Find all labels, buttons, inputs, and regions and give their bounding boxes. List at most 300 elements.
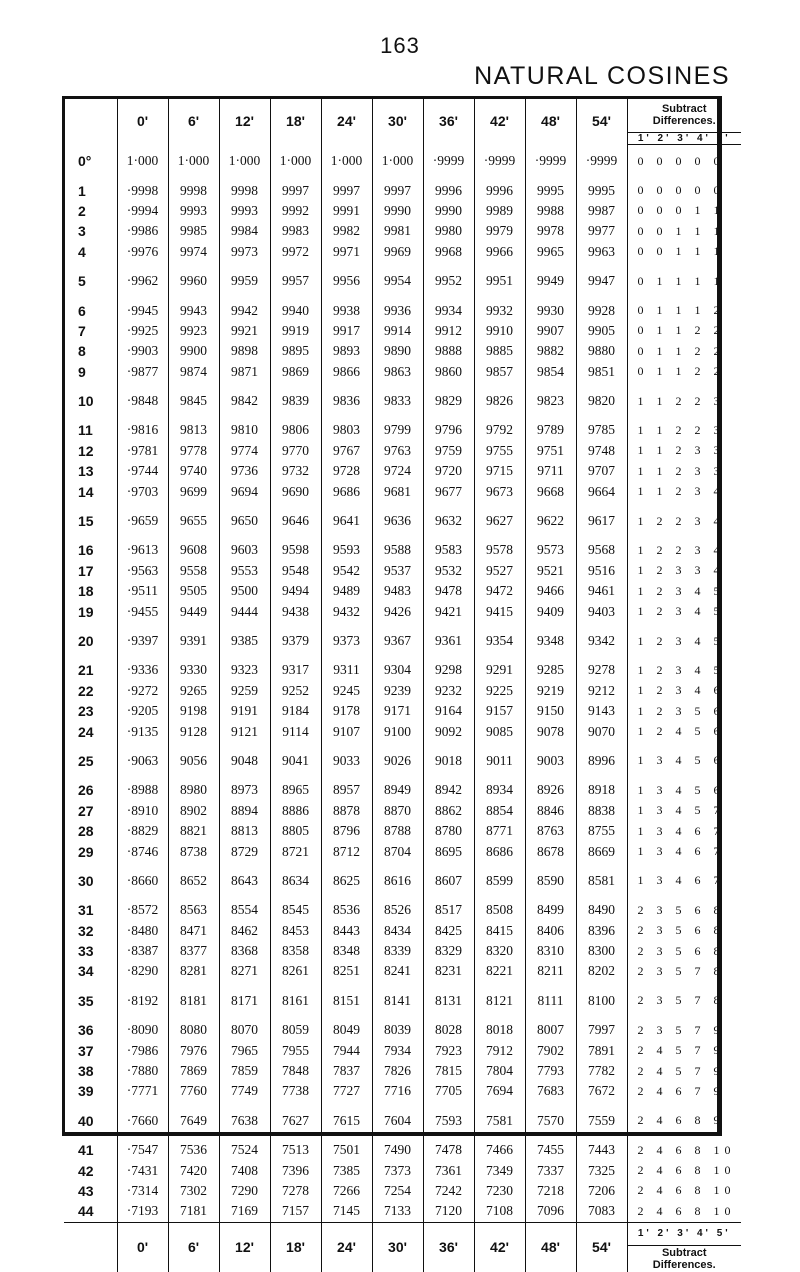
cosine-value-cell: 7581 <box>474 1102 525 1131</box>
cosine-value-cell: 9914 <box>372 321 423 341</box>
cosine-value-cell: 8049 <box>321 1011 372 1040</box>
cosine-value-cell: 8453 <box>270 921 321 941</box>
cosine-value-cell: 9882 <box>525 341 576 361</box>
cosine-value-cell: 8443 <box>321 921 372 941</box>
cosine-value-cell: 9121 <box>219 721 270 741</box>
cosine-value-cell: 9995 <box>576 171 627 200</box>
cosine-value-cell: 9990 <box>372 201 423 221</box>
cosine-value-cell: 8517 <box>423 891 474 920</box>
cosine-value-cell: ·7193 <box>117 1201 168 1222</box>
cosine-value-cell: 9588 <box>372 531 423 560</box>
minute-header: 30' <box>372 98 423 145</box>
table-row <box>64 821 741 841</box>
cosine-value-cell: 9707 <box>576 461 627 481</box>
difference-cell: 1 2 2 3 4 <box>637 542 725 557</box>
cosine-value-cell: 8028 <box>423 1011 474 1040</box>
cosine-value-cell: 8738 <box>168 841 219 861</box>
cosine-value-cell: 1·000 <box>321 145 372 172</box>
cosine-value-cell: 9178 <box>321 701 372 721</box>
cosine-value-cell: 9983 <box>270 221 321 241</box>
cosine-value-cell: 7206 <box>576 1181 627 1201</box>
table-row <box>64 601 741 621</box>
cosine-value-cell: 7455 <box>525 1131 576 1160</box>
degree-cell: 31 <box>64 891 117 920</box>
cosine-value-cell: 9690 <box>270 481 321 501</box>
cosine-value-cell: 8070 <box>219 1011 270 1040</box>
cosine-value-cell: 9438 <box>270 601 321 621</box>
cosine-value-cell: 8526 <box>372 891 423 920</box>
cosine-value-cell: 9444 <box>219 601 270 621</box>
cosine-value-cell: 7934 <box>372 1040 423 1060</box>
cosine-value-cell: 7727 <box>321 1081 372 1101</box>
cosine-value-cell: 8462 <box>219 921 270 941</box>
cosine-value-cell: 9785 <box>576 411 627 440</box>
cosine-value-cell: 7478 <box>423 1131 474 1160</box>
cosine-value-cell: 9078 <box>525 721 576 741</box>
cosine-value-cell: 7760 <box>168 1081 219 1101</box>
cosine-value-cell: 7120 <box>423 1201 474 1222</box>
cosine-value-cell: 8499 <box>525 891 576 920</box>
difference-cell: 2 4 6 8 10 <box>637 1183 736 1198</box>
cosine-value-cell: 9558 <box>168 561 219 581</box>
table-row <box>64 201 741 221</box>
cosine-value-cell: ·9703 <box>117 481 168 501</box>
minute-footer: 0' <box>117 1222 168 1272</box>
cosine-value-cell: 9198 <box>168 701 219 721</box>
cosine-value-cell: 8616 <box>372 862 423 891</box>
cosine-value-cell: 9947 <box>576 262 627 291</box>
cosine-value-cell: 8261 <box>270 961 321 981</box>
cosine-value-cell: 9184 <box>270 701 321 721</box>
cosine-value-cell: 7615 <box>321 1102 372 1131</box>
difference-cell: 2 4 6 8 10 <box>637 1142 736 1157</box>
cosine-value-cell: 7396 <box>270 1160 321 1180</box>
cosine-value-cell: 9989 <box>474 201 525 221</box>
cosine-value-cell: 9792 <box>474 411 525 440</box>
cosine-value-cell: 1·000 <box>270 145 321 172</box>
cosine-value-cell: 8599 <box>474 862 525 891</box>
table-row <box>64 1081 741 1101</box>
cosine-value-cell: 9085 <box>474 721 525 741</box>
degree-header <box>64 98 117 145</box>
cosine-value-cell: 7302 <box>168 1181 219 1201</box>
cosine-value-cell: 1·000 <box>117 145 168 172</box>
cosine-value-cell: 8202 <box>576 961 627 981</box>
cosine-value-cell: 8415 <box>474 921 525 941</box>
difference-cell: 2 4 5 7 9 <box>637 1043 725 1058</box>
cosine-value-cell: 9789 <box>525 411 576 440</box>
cosine-value-cell: 9516 <box>576 561 627 581</box>
cosine-value-cell: 9952 <box>423 262 474 291</box>
cosine-value-cell: 9866 <box>321 362 372 382</box>
cosine-value-cell: 7683 <box>525 1081 576 1101</box>
cosine-value-cell: 7965 <box>219 1040 270 1060</box>
cosine-value-cell: 9991 <box>321 201 372 221</box>
cosine-value-cell: 7266 <box>321 1181 372 1201</box>
cosine-value-cell: 7649 <box>168 1102 219 1131</box>
cosine-value-cell: 8780 <box>423 821 474 841</box>
cosine-value-cell: 7408 <box>219 1160 270 1180</box>
cosine-value-cell: ·8290 <box>117 961 168 981</box>
cosine-value-cell: 9954 <box>372 262 423 291</box>
subtract-label-line2: Differences. <box>652 115 716 127</box>
cosine-value-cell: 9694 <box>219 481 270 501</box>
cosine-value-cell: 9919 <box>270 321 321 341</box>
cosine-value-cell: 9157 <box>474 701 525 721</box>
cosine-value-cell: 8949 <box>372 771 423 800</box>
degree-cell: 37 <box>64 1040 117 1060</box>
cosine-value-cell: 9298 <box>423 651 474 680</box>
cosine-value-cell: 8563 <box>168 891 219 920</box>
subtract-differences-label <box>627 98 741 133</box>
cosine-value-cell: 9583 <box>423 531 474 560</box>
table-row <box>64 581 741 601</box>
cosine-value-cell: 9751 <box>525 441 576 461</box>
table-row <box>64 771 741 800</box>
cosine-value-cell: 9361 <box>423 622 474 651</box>
cosine-value-cell: 9403 <box>576 601 627 621</box>
cosine-value-cell: ·8192 <box>117 982 168 1011</box>
cosine-value-cell: 8678 <box>525 841 576 861</box>
cosine-value-cell: ·9877 <box>117 362 168 382</box>
difference-cell: 2 3 5 7 9 <box>637 1022 725 1037</box>
cosine-value-cell: 9711 <box>525 461 576 481</box>
table-row <box>64 221 741 241</box>
cosine-value-cell: 7242 <box>423 1181 474 1201</box>
cosine-value-cell: 9799 <box>372 411 423 440</box>
cosine-value-cell: 9932 <box>474 291 525 320</box>
cosine-value-cell: 7536 <box>168 1131 219 1160</box>
cosine-value-cell: 9965 <box>525 242 576 262</box>
cosine-value-cell: 9291 <box>474 651 525 680</box>
cosine-value-cell: 9532 <box>423 561 474 581</box>
degree-cell: 13 <box>64 461 117 481</box>
cosine-value-cell: ·8910 <box>117 801 168 821</box>
cosine-value-cell: 9342 <box>576 622 627 651</box>
table-row <box>64 862 741 891</box>
cosine-value-cell: ·9659 <box>117 502 168 531</box>
difference-cell: 0 0 1 1 1 <box>637 223 725 238</box>
cosine-value-cell: 9974 <box>168 242 219 262</box>
cosine-value-cell: 8686 <box>474 841 525 861</box>
cosine-value-cell: ·9999 <box>576 145 627 172</box>
cosine-value-cell: 8018 <box>474 1011 525 1040</box>
cosine-value-cell: 9489 <box>321 581 372 601</box>
cosine-value-cell: 9553 <box>219 561 270 581</box>
table-footer <box>64 1222 741 1272</box>
difference-cell: 0 0 1 1 1 <box>637 244 725 259</box>
minute-footer: 6' <box>168 1222 219 1272</box>
cosine-value-cell: ·9272 <box>117 681 168 701</box>
cosine-value-cell: ·9336 <box>117 651 168 680</box>
cosine-value-cell: 9527 <box>474 561 525 581</box>
cosine-value-cell: ·9205 <box>117 701 168 721</box>
degree-cell: 4 <box>64 242 117 262</box>
table-row <box>64 921 741 941</box>
cosine-value-cell: 9650 <box>219 502 270 531</box>
cosine-value-cell: 8434 <box>372 921 423 941</box>
cosine-value-cell: 9415 <box>474 601 525 621</box>
cosine-value-cell: 9984 <box>219 221 270 241</box>
table-row <box>64 701 741 721</box>
cosine-value-cell: 8281 <box>168 961 219 981</box>
cosine-value-cell: 7133 <box>372 1201 423 1222</box>
cosine-value-cell: 9715 <box>474 461 525 481</box>
cosine-value-cell: 7157 <box>270 1201 321 1222</box>
degree-cell: 21 <box>64 651 117 680</box>
cosine-value-cell: 9278 <box>576 651 627 680</box>
cosine-value-cell: 7782 <box>576 1061 627 1081</box>
cosine-value-cell: 9720 <box>423 461 474 481</box>
cosine-value-cell: 9755 <box>474 441 525 461</box>
cosine-value-cell: 7859 <box>219 1061 270 1081</box>
cosine-value-cell: 7181 <box>168 1201 219 1222</box>
cosine-value-cell: 8965 <box>270 771 321 800</box>
cosine-value-cell: 9143 <box>576 701 627 721</box>
cosine-value-cell: 9673 <box>474 481 525 501</box>
subtract-differences-footer <box>627 1245 741 1272</box>
cosine-value-cell: 9845 <box>168 382 219 411</box>
cosine-value-cell: ·9994 <box>117 201 168 221</box>
cosine-value-cell: 8886 <box>270 801 321 821</box>
degree-cell: 27 <box>64 801 117 821</box>
cosine-value-cell: 9107 <box>321 721 372 741</box>
cosine-value-cell: 7923 <box>423 1040 474 1060</box>
degree-cell: 35 <box>64 982 117 1011</box>
minute-header: 48' <box>525 98 576 145</box>
cosine-value-cell: 7218 <box>525 1181 576 1201</box>
cosine-value-cell: 8111 <box>525 982 576 1011</box>
cosine-value-cell: 7944 <box>321 1040 372 1060</box>
cosine-value-cell: 9874 <box>168 362 219 382</box>
degree-cell: 29 <box>64 841 117 861</box>
cosine-value-cell: 9617 <box>576 502 627 531</box>
cosine-value-cell: 8141 <box>372 982 423 1011</box>
degree-cell: 2 <box>64 201 117 221</box>
degree-cell: 43 <box>64 1181 117 1201</box>
degree-cell: 36 <box>64 1011 117 1040</box>
cosine-value-cell: 8221 <box>474 961 525 981</box>
cosine-value-cell: 7997 <box>576 1011 627 1040</box>
cosine-value-cell: 7290 <box>219 1181 270 1201</box>
cosine-value-cell: 9500 <box>219 581 270 601</box>
cosine-value-cell: 9968 <box>423 242 474 262</box>
cosine-value-cell: 7443 <box>576 1131 627 1160</box>
cosine-value-cell: 9114 <box>270 721 321 741</box>
cosine-value-cell: 9409 <box>525 601 576 621</box>
table-row <box>64 242 741 262</box>
cosine-value-cell: ·7986 <box>117 1040 168 1060</box>
cosine-value-cell: 9373 <box>321 622 372 651</box>
difference-cell: 1 3 4 6 7 <box>637 823 725 838</box>
difference-cell: 1 3 4 5 6 <box>637 782 725 797</box>
cosine-value-cell: 9505 <box>168 581 219 601</box>
cosine-value-cell: 8712 <box>321 841 372 861</box>
cosine-value-cell: 8755 <box>576 821 627 841</box>
difference-cell: 2 4 5 7 9 <box>637 1063 725 1078</box>
cosine-value-cell: 9593 <box>321 531 372 560</box>
difference-cell: 1 2 3 3 4 <box>637 563 725 578</box>
cosine-value-cell: 9997 <box>270 171 321 200</box>
table-header <box>64 98 741 145</box>
cosine-value-cell: 8425 <box>423 921 474 941</box>
difference-cell: 1 2 3 4 5 <box>637 583 725 598</box>
cosine-value-cell: 9646 <box>270 502 321 531</box>
cosine-value-cell: 7705 <box>423 1081 474 1101</box>
cosine-value-cell: 9655 <box>168 502 219 531</box>
cosine-value-cell: 9992 <box>270 201 321 221</box>
cosine-value-cell: 9960 <box>168 262 219 291</box>
cosine-value-cell: 9285 <box>525 651 576 680</box>
table-row <box>64 411 741 440</box>
cosine-value-cell: 9537 <box>372 561 423 581</box>
cosine-value-cell: 8581 <box>576 862 627 891</box>
table-row <box>64 651 741 680</box>
cosine-value-cell: ·9999 <box>474 145 525 172</box>
cosine-value-cell: 9917 <box>321 321 372 341</box>
cosine-value-cell: 9740 <box>168 461 219 481</box>
cosine-value-cell: 8973 <box>219 771 270 800</box>
cosine-value-cell: 9483 <box>372 581 423 601</box>
cosine-value-cell: ·8829 <box>117 821 168 841</box>
cosine-value-cell: 9813 <box>168 411 219 440</box>
cosine-value-cell: 9728 <box>321 461 372 481</box>
cosine-value-cell: 8131 <box>423 982 474 1011</box>
cosine-value-cell: 8554 <box>219 891 270 920</box>
cosine-value-cell: 9863 <box>372 362 423 382</box>
cosine-value-cell: 8007 <box>525 1011 576 1040</box>
cosine-value-cell: 8080 <box>168 1011 219 1040</box>
cosine-value-cell: 9259 <box>219 681 270 701</box>
minute-footer: 42' <box>474 1222 525 1272</box>
cosine-value-cell: 9979 <box>474 221 525 241</box>
cosine-value-cell: 9622 <box>525 502 576 531</box>
table-row <box>64 481 741 501</box>
difference-cell: 1 1 2 2 3 <box>637 393 725 408</box>
table-row <box>64 341 741 361</box>
cosine-value-cell: 9993 <box>219 201 270 221</box>
cosine-value-cell: 7513 <box>270 1131 321 1160</box>
cosine-value-cell: 7524 <box>219 1131 270 1160</box>
cosine-value-cell: 9900 <box>168 341 219 361</box>
cosine-value-cell: 9880 <box>576 341 627 361</box>
cosine-value-cell: 9763 <box>372 441 423 461</box>
difference-cell: 2 3 5 6 8 <box>637 943 725 958</box>
cosine-value-cell: 8902 <box>168 801 219 821</box>
cosine-value-cell: ·9613 <box>117 531 168 560</box>
cosine-value-cell: 9885 <box>474 341 525 361</box>
degree-cell: 9 <box>64 362 117 382</box>
cosine-value-cell: 8771 <box>474 821 525 841</box>
difference-cell: 2 4 6 7 9 <box>637 1083 725 1098</box>
cosine-value-cell: 8231 <box>423 961 474 981</box>
cosine-value-cell: 7955 <box>270 1040 321 1060</box>
table-row <box>64 961 741 981</box>
cosine-value-cell: 9959 <box>219 262 270 291</box>
degree-cell: 1 <box>64 171 117 200</box>
cosine-value-cell: 9842 <box>219 382 270 411</box>
cosine-value-cell: 9632 <box>423 502 474 531</box>
cosine-value-cell: ·9998 <box>117 171 168 200</box>
cosine-value-cell: 8813 <box>219 821 270 841</box>
cosine-value-cell: 9681 <box>372 481 423 501</box>
degree-cell: 6 <box>64 291 117 320</box>
cosine-value-cell: 9895 <box>270 341 321 361</box>
cosine-value-cell: 8059 <box>270 1011 321 1040</box>
degree-cell: 22 <box>64 681 117 701</box>
cosine-value-cell: 9466 <box>525 581 576 601</box>
cosine-value-cell: 8625 <box>321 862 372 891</box>
cosine-value-cell: 9996 <box>423 171 474 200</box>
cosine-value-cell: 9949 <box>525 262 576 291</box>
cosine-value-cell: 9494 <box>270 581 321 601</box>
cosine-value-cell: 9150 <box>525 701 576 721</box>
cosine-value-cell: 9995 <box>525 171 576 200</box>
cosine-value-cell: 9951 <box>474 262 525 291</box>
cosine-value-cell: 8348 <box>321 941 372 961</box>
cosine-value-cell: 9252 <box>270 681 321 701</box>
cosine-value-cell: 9829 <box>423 382 474 411</box>
table-row <box>64 362 741 382</box>
cosine-value-cell: 7559 <box>576 1102 627 1131</box>
cosine-value-cell: 9578 <box>474 531 525 560</box>
table-row <box>64 801 741 821</box>
cosine-value-cell: 9803 <box>321 411 372 440</box>
difference-cell: 1 2 3 5 6 <box>637 703 725 718</box>
cosine-value-cell: ·8387 <box>117 941 168 961</box>
cosine-value-cell: 8339 <box>372 941 423 961</box>
cosine-value-cell: 9957 <box>270 262 321 291</box>
subtract-footer-line1: Subtract <box>661 1246 707 1259</box>
cosine-value-cell: 7349 <box>474 1160 525 1180</box>
cosine-value-cell: 8368 <box>219 941 270 961</box>
cosine-value-cell: 9998 <box>168 171 219 200</box>
cosine-value-cell: 9990 <box>423 201 474 221</box>
cosine-value-cell: 7912 <box>474 1040 525 1060</box>
cosine-value-cell: 7976 <box>168 1040 219 1060</box>
cosine-value-cell: 9245 <box>321 681 372 701</box>
cosine-value-cell: 9930 <box>525 291 576 320</box>
cosine-value-cell: 8854 <box>474 801 525 821</box>
difference-cell: 1 2 4 5 6 <box>637 724 725 739</box>
minute-header: 6' <box>168 98 219 145</box>
cosine-value-cell: ·9135 <box>117 721 168 741</box>
table-row <box>64 1201 741 1222</box>
cosine-value-cell: 9232 <box>423 681 474 701</box>
cosine-value-cell: 9806 <box>270 411 321 440</box>
cosine-value-cell: 9664 <box>576 481 627 501</box>
difference-cell: 0 1 1 2 2 <box>637 323 725 338</box>
cosine-value-cell: 9923 <box>168 321 219 341</box>
table-row <box>64 891 741 920</box>
degree-cell: 0° <box>64 145 117 172</box>
difference-cell: 2 4 6 8 10 <box>637 1163 736 1178</box>
minute-header: 42' <box>474 98 525 145</box>
cosine-value-cell: 7837 <box>321 1061 372 1081</box>
cosine-value-cell: 9641 <box>321 502 372 531</box>
cosine-value-cell: 9385 <box>219 622 270 651</box>
cosine-value-cell: 9982 <box>321 221 372 241</box>
degree-cell: 19 <box>64 601 117 621</box>
table-row <box>64 171 741 200</box>
table-row <box>64 291 741 320</box>
cosine-value-cell: 9732 <box>270 461 321 481</box>
cosine-value-cell: 9212 <box>576 681 627 701</box>
cosine-value-cell: ·7431 <box>117 1160 168 1180</box>
cosine-value-cell: 9330 <box>168 651 219 680</box>
cosine-value-cell: 8490 <box>576 891 627 920</box>
cosine-value-cell: 9033 <box>321 742 372 771</box>
